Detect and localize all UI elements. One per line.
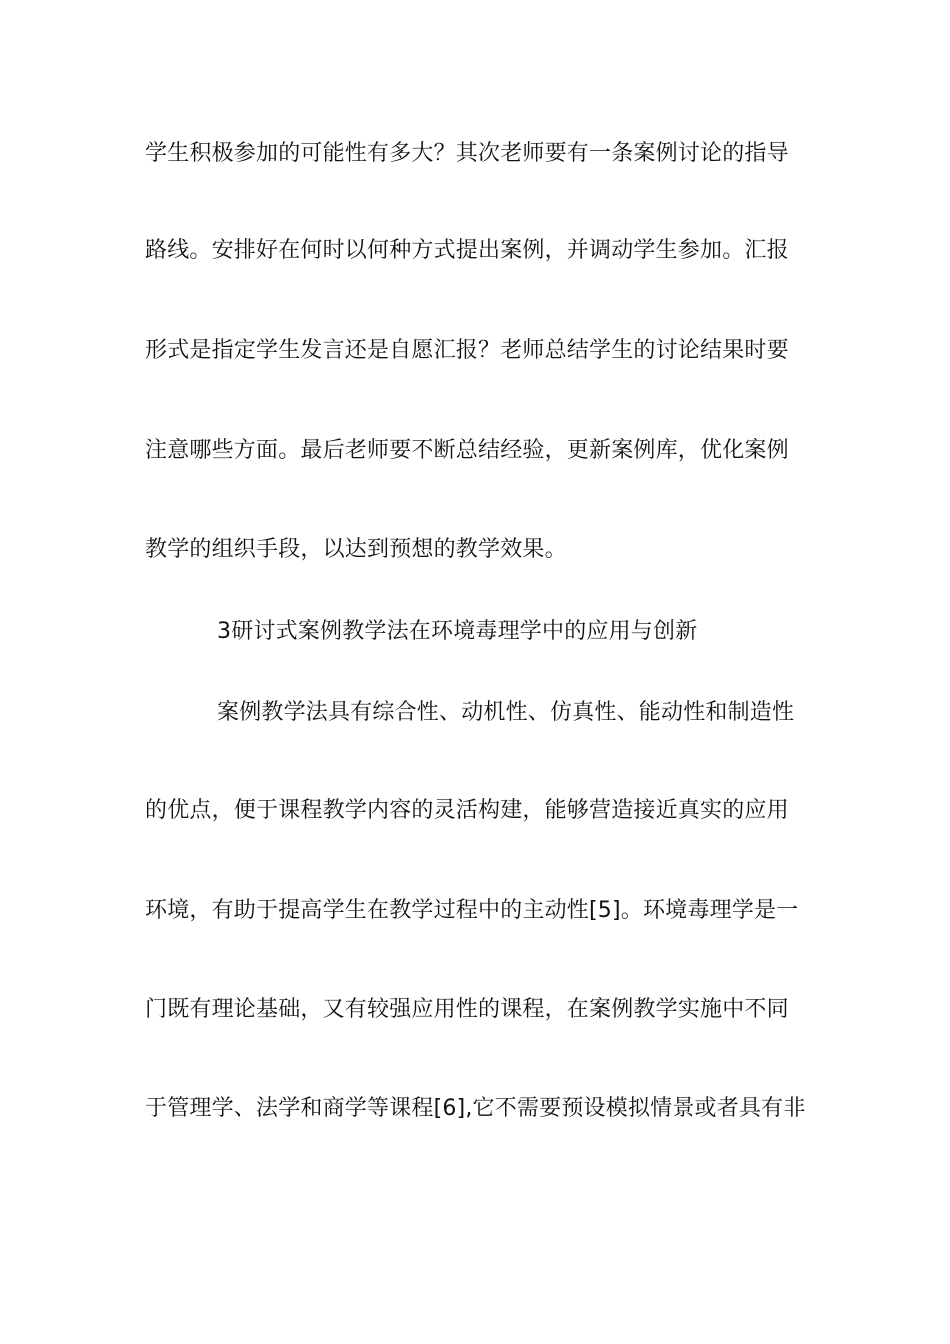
paragraph-2-line-2: 的优点，便于课程教学内容的灵活构建，能够营造接近真实的应用 [145,798,789,823]
paragraph-2-line-3: 环境，有助于提高学生在教学过程中的主动性[5]。环境毒理学是一 [145,898,799,923]
paragraph-1-line-3: 形式是指定学生发言还是自愿汇报？老师总结学生的讨论结果时要 [145,338,789,363]
paragraph-1-line-1: 学生积极参加的可能性有多大？其次老师要有一条案例讨论的指导 [145,141,789,166]
paragraph-2-line-4: 门既有理论基础，又有较强应用性的课程，在案例教学实施中不同 [145,997,789,1022]
paragraph-1-line-5: 教学的组织手段，以达到预想的教学效果。 [145,537,567,562]
paragraph-1-line-4: 注意哪些方面。最后老师要不断总结经验，更新案例库，优化案例 [145,438,789,463]
paragraph-1-line-2: 路线。安排好在何时以何种方式提出案例，并调动学生参加。汇报 [145,238,789,263]
paragraph-2-line-5: 于管理学、法学和商学等课程[6],它不需要预设模拟情景或者具有非 [145,1096,806,1121]
section-heading: 3研讨式案例教学法在环境毒理学中的应用与创新 [217,619,698,644]
paragraph-2-line-1: 案例教学法具有综合性、动机性、仿真性、能动性和制造性 [217,700,795,725]
